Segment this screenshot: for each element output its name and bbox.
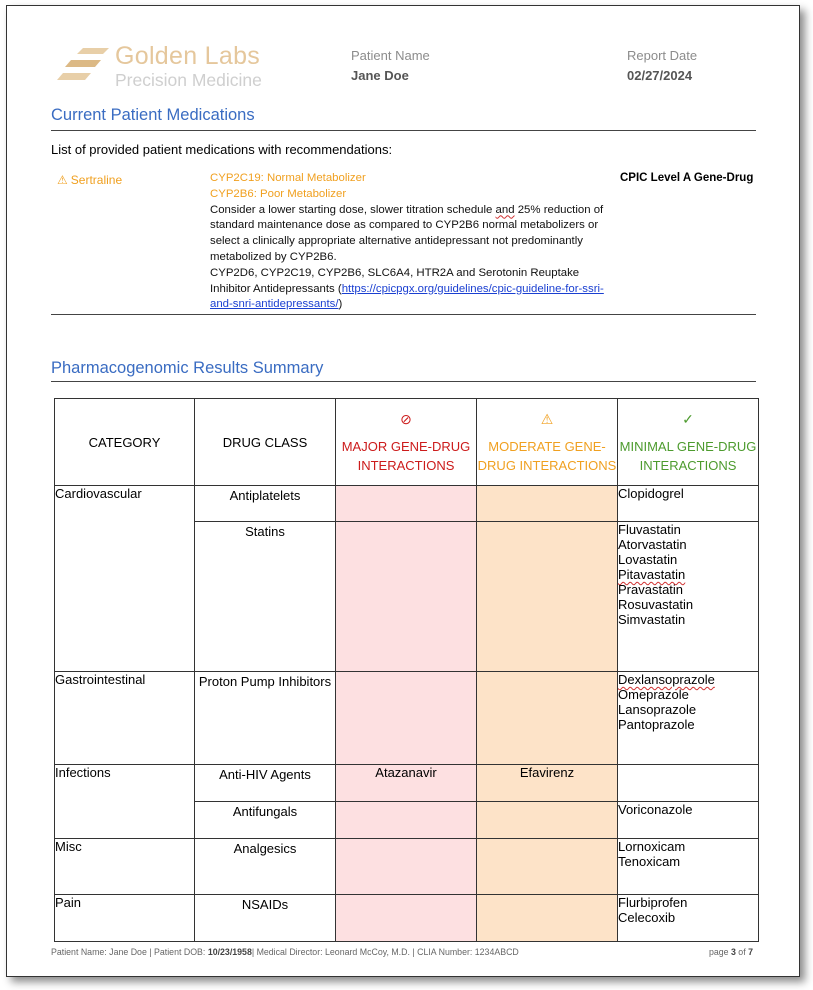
section-divider [51,381,756,382]
brand-subtitle: Precision Medicine [115,70,262,90]
page-prefix: page [708,947,731,957]
drug-name: Lansoprazole [618,702,697,717]
results-summary-table [54,398,759,942]
drug-name: Flurbiprofen [618,895,688,910]
current-medications-title: Current Patient Medications [51,106,255,124]
recommendation-part: Consider a lower starting dose, slower titration schedule [210,203,496,216]
moderate-interactions-cell [477,802,618,839]
drug-name: Pantoprazole [618,717,695,732]
table-row [55,765,759,802]
footer-details: | Medical Director: Leonard McCoy, M.D. | CLIA Number: 1234ABCD [251,947,519,957]
drug-name: Pravastatin [618,582,684,597]
table-header-row [55,399,759,486]
footer-dob: 10/23/1958 [207,947,252,957]
cpic-level: CPIC Level A Gene-Drug [620,172,754,184]
major-interactions-cell [336,802,477,839]
category-cell: Gastrointestinal [55,672,195,765]
drug-class-header-label: DRUG CLASS [222,434,308,450]
drug-name: Dexlansoprazole [618,672,715,687]
medication-name-text: Sertraline [70,173,123,187]
guideline-text: CYP2D6, CYP2C19, CYP2B6, SLC6A4, HTR2A and Serotonin Reuptake Inhibitor Antidepressants ( [210,266,580,295]
report-date-label: Report Date [627,48,698,63]
patient-name-value: Jane Doe [351,68,409,83]
minimal-interactions-header [618,399,759,486]
major-interactions-cell [336,522,477,672]
drug-name: Tenoxicam [618,854,681,869]
report-date-value: 02/27/2024 [627,68,693,83]
moderate-header-label: MODERATE GENE-DRUG INTERACTIONS [477,438,617,473]
gene-result-cyp2b6: CYP2B6: Poor Metabolizer [210,187,347,200]
drug-name: Simvastatin [618,612,686,627]
golden-labs-logo [57,40,287,92]
page-current: 3 [730,947,736,957]
minimal-interactions-cell [618,672,759,765]
moderate-interactions-cell [477,895,618,942]
drug-name: Rosuvastatin [618,597,694,612]
table-row [55,672,759,765]
medications-bottom-rule [51,314,756,315]
medication-recommendation [210,171,610,313]
recommendation-and: and [495,203,515,216]
moderate-interactions-cell [477,672,618,765]
drug-class-header [195,399,336,486]
drug-name: Lornoxicam [618,839,686,854]
recommendation-text [210,203,610,266]
category-header [55,399,195,486]
major-interactions-cell [336,765,477,802]
drug-class-cell: Statins [195,522,336,672]
warning-icon: ⚠ [57,173,68,187]
page-number [709,947,753,957]
drug-class-cell: Anti-HIV Agents [195,765,336,802]
drug-name: Celecoxib [618,910,676,925]
recommendation-part: 25% reduction of standard maintenance dose as compared to CYP2B6 normal metabolizers or select a clinically appropriate alternative antidepressant not predominantly metabolized by CYP2B6. [210,203,604,263]
moderate-interactions-header [477,399,618,486]
drug-name: Efavirenz [519,765,575,780]
section-divider [51,130,756,131]
major-interactions-cell [336,839,477,895]
table-row [55,895,759,942]
checkmark-icon: ✓ [682,410,694,427]
major-interactions-cell [336,486,477,522]
gene-result-cyp2c19: CYP2C19: Normal Metabolizer [210,172,366,184]
drug-name: Pitavastatin [618,567,686,582]
minimal-interactions-cell [618,802,759,839]
guideline-end: ) [338,298,343,311]
major-interactions-cell [336,672,477,765]
moderate-interactions-cell [477,839,618,895]
drug-name: Clopidogrel [618,486,684,501]
table-body [55,486,759,942]
category-cell: Cardiovascular [55,486,195,672]
major-header-label: MAJOR GENE-DRUG INTERACTIONS [341,438,471,473]
minimal-interactions-cell [618,895,759,942]
results-summary-title: Pharmacogenomic Results Summary [51,359,324,377]
moderate-interactions-cell [477,522,618,672]
drug-class-cell: Proton Pump Inhibitors [195,672,336,765]
major-interactions-cell [336,895,477,942]
drug-class-cell: Analgesics [195,839,336,895]
moderate-interactions-cell [477,486,618,522]
category-cell: Pain [55,895,195,942]
prohibited-icon: ⊘ [400,410,412,427]
category-header-label: CATEGORY [88,434,161,450]
drug-class-cell: Antifungals [195,802,336,839]
drug-name: Atorvastatin [618,537,687,552]
logo-mark-icon [57,46,111,86]
drug-name: Voriconazole [618,802,693,817]
page-total: 7 [748,947,753,957]
medication-name [57,173,122,187]
brand-title: Golden Labs [115,42,261,70]
warning-icon: ⚠ [540,410,554,427]
category-cell: Infections [55,765,195,839]
medications-intro: List of provided patient medications with recommendations: [51,142,393,157]
patient-name-label: Patient Name [351,48,430,63]
drug-class-cell: NSAIDs [195,895,336,942]
major-interactions-header [336,399,477,486]
minimal-interactions-cell [618,486,759,522]
drug-name: Atazanavir [375,765,437,780]
drug-name: Lovastatin [618,552,678,567]
report-page [6,5,800,977]
guideline-reference [210,266,610,313]
minimal-interactions-cell [618,839,759,895]
footer-name: Patient Name: Jane Doe | Patient DOB: [51,947,208,957]
minimal-interactions-cell [618,522,759,672]
drug-name: Omeprazole [618,687,689,702]
footer-patient-info [51,947,519,957]
category-cell: Misc [55,839,195,895]
table-row [55,839,759,895]
minimal-interactions-cell [618,765,759,802]
moderate-interactions-cell [477,765,618,802]
guideline-link[interactable]: https://cpicpgx.org/guidelines/cpic-guideline-for-ssri-and-snri-antidepressants/ [210,282,604,311]
minimal-header-label: MINIMAL GENE-DRUG INTERACTIONS [619,438,757,473]
page-of: of [735,947,749,957]
drug-name: Fluvastatin [618,522,681,537]
drug-class-cell: Antiplatelets [195,486,336,522]
table-row [55,486,759,522]
